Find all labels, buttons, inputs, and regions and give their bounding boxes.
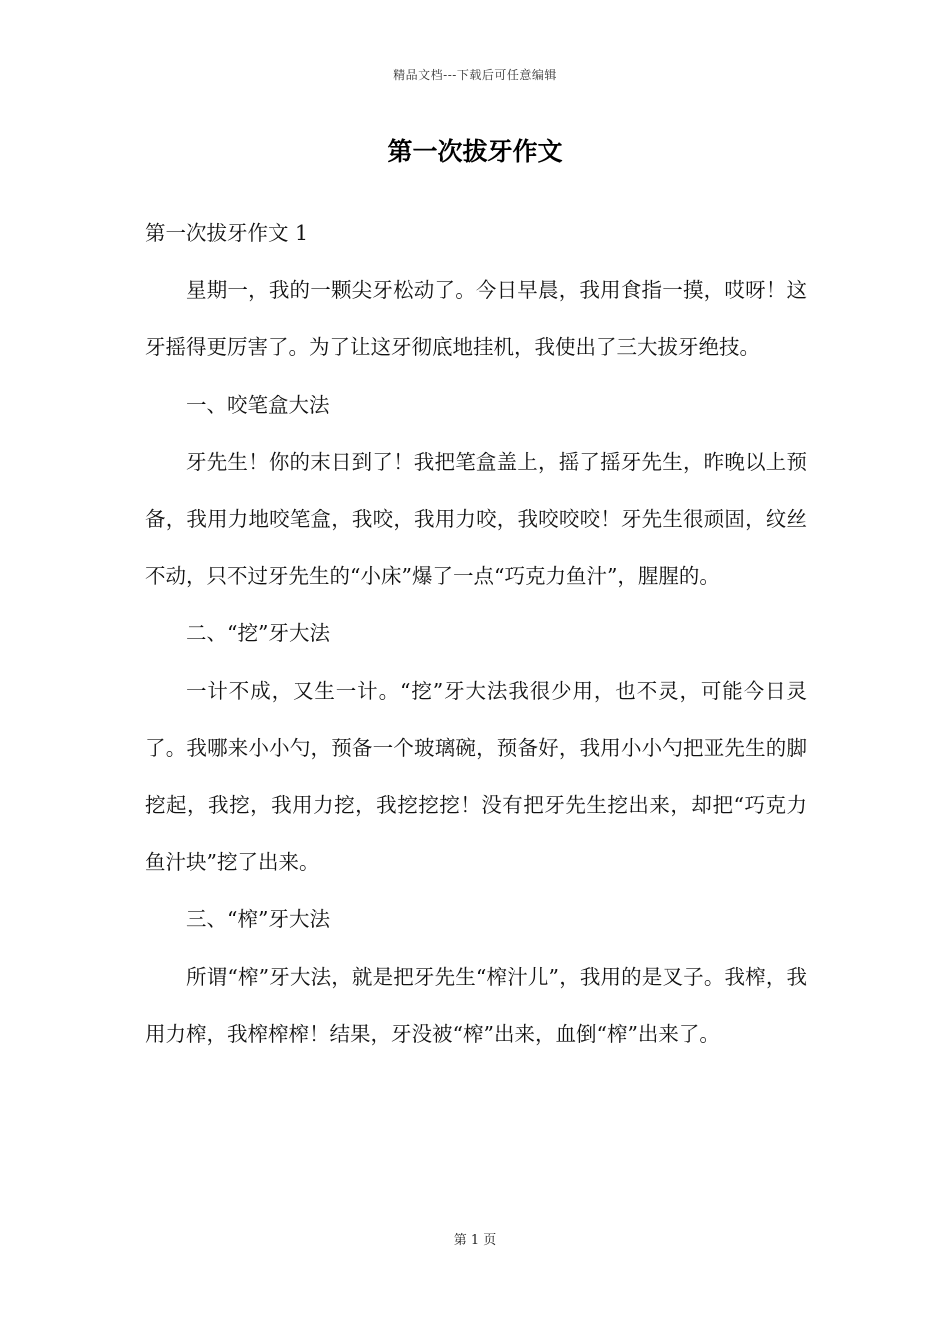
paragraph-intro: 星期一，我的一颗尖牙松动了。今日早晨，我用食指一摸，哎呀！这牙摇得更厉害了。为了让这牙彻底地挂机，我使出了三大拔牙绝技。 [145, 278, 807, 360]
section-heading-1: 一、咬笔盒大法 [186, 392, 330, 417]
page-number: 第 1 页 [453, 1233, 497, 1248]
section-heading-2: 二、“挖”牙大法 [186, 621, 330, 646]
section-heading-3: 三、“榨”牙大法 [186, 907, 330, 932]
page-title: 第一次拔牙作文 [387, 137, 563, 166]
paragraph-section-2: 一计不成，又生一计。“挖”牙大法我很少用，也不灵，可能今日灵了。我哪来小小勺，预备一个玻璃碗，预备好，我用小小勺把亚先生的脚挖起，我挖，我用力挖，我挖挖挖！没有把牙先生挖出来，却把“巧克力鱼汁块”挖了出来。 [145, 678, 807, 875]
essay-subtitle: 第一次拔牙作文 1 [145, 221, 309, 245]
paragraph-section-1: 牙先生！你的末日到了！我把笔盒盖上，摇了摇牙先生，昨晚以上预备，我用力地咬笔盒，我咬，我用力咬，我咬咬咬！牙先生很顽固，纹丝不动，只不过牙先生的“小床”爆了一点“巧克力鱼汁”，腥腥的。 [145, 449, 807, 589]
paragraph-section-3: 所谓“榨”牙大法，就是把牙先生“榨汁儿”，我用的是叉子。我榨，我用力榨，我榨榨榨！结果，牙没被“榨”出来，血倒“榨”出来了。 [145, 964, 807, 1046]
document-body [145, 205, 807, 1063]
header-note: 精品文档---下载后可任意编辑 [393, 68, 557, 82]
